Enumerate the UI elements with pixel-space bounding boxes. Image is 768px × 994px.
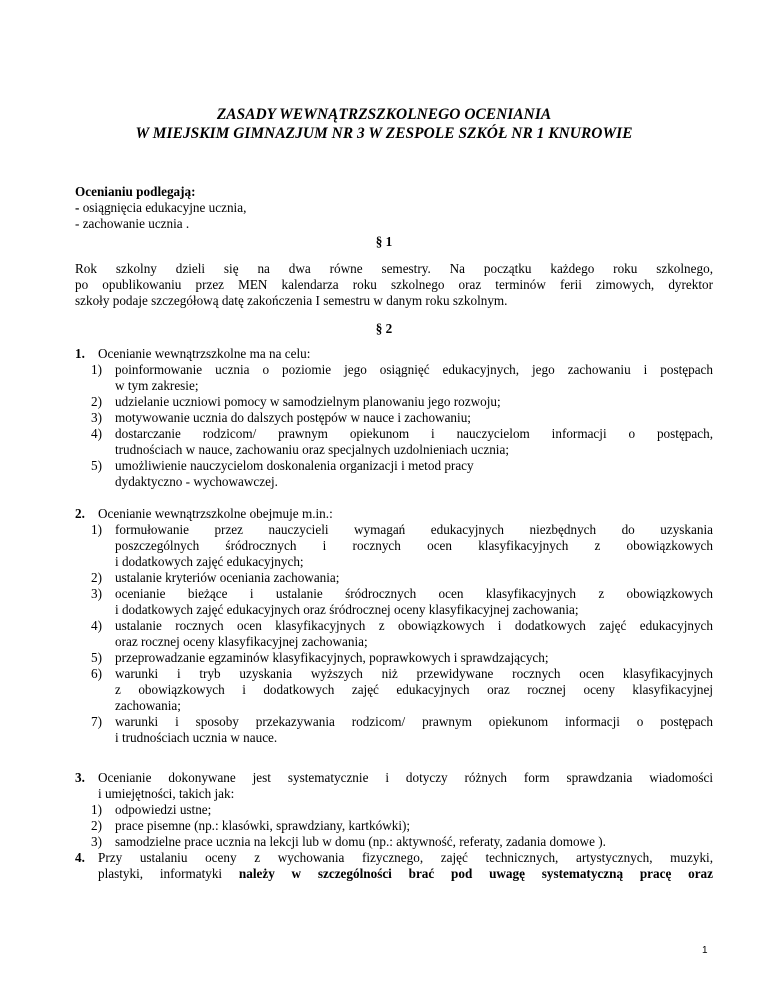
item-line: dostarczanie rodzicom/ prawnym opiekunom i nauczycielom informacji o postępach,	[115, 426, 713, 441]
item-number: 1)	[91, 362, 102, 377]
item-line: warunki i tryb uzyskania wyższych niż przewidywane rocznych ocen klasyfikacyjnych	[115, 666, 713, 681]
point-lead: Ocenianie wewnątrzszkolne ma na celu:	[98, 346, 311, 361]
item-number: 4)	[91, 426, 102, 441]
point-line: Ocenianie dokonywane jest systematycznie i dotyczy różnych form sprawdzania wiadomości	[98, 770, 713, 785]
point-lead: Ocenianie wewnątrzszkolne obejmuje m.in.:	[98, 506, 333, 521]
document-title-line-2: W MIEJSKIM GIMNAZJUM NR 3 W ZESPOLE SZKÓŁ NR 1 KNUROWIE	[135, 125, 633, 142]
document-title-line-1: ZASADY WEWNĄTRZSZKOLNEGO OCENIANIA	[216, 106, 552, 123]
item-number: 3)	[91, 410, 102, 425]
item-line: i dodatkowych zajęć edukacyjnych oraz śródrocznej oceny klasyfikacyjnej zachowania;	[115, 602, 579, 617]
item-line: w tym zakresie;	[115, 378, 199, 393]
intro-heading: Ocenianiu podlegają:	[75, 184, 196, 199]
item-line: udzielanie uczniowi pomocy w samodzielnym planowaniu jego rozwoju;	[115, 394, 501, 409]
item-number: 1)	[91, 802, 102, 817]
item-number: 3)	[91, 586, 102, 601]
item-line: warunki i sposoby przekazywania rodzicom/ prawnym opiekunom informacji o postępach	[115, 714, 713, 729]
point-line: plastyki, informatyki należy w szczególności brać pod uwagę systematyczną pracę oraz	[98, 866, 713, 881]
section-2-label: § 2	[375, 321, 393, 336]
point-number: 2.	[75, 506, 85, 521]
item-line: z obowiązkowych i dodatkowych zajęć edukacyjnych oraz rocznej oceny klasyfikacyjnej	[115, 682, 713, 697]
item-line: i dodatkowych zajęć edukacyjnych;	[115, 554, 304, 569]
item-line: ustalanie kryteriów oceniania zachowania;	[115, 570, 340, 585]
point-number: 4.	[75, 850, 85, 865]
item-line: odpowiedzi ustne;	[115, 802, 212, 817]
item-line: dydaktyczno - wychowawczej.	[115, 474, 278, 489]
section-1-line: po opublikowaniu przez MEN kalendarza roku szkolnego oraz terminów ferii zimowych, dyrektor	[75, 277, 713, 292]
item-line: poszczególnych śródrocznych i rocznych ocen klasyfikacyjnych z obowiązkowych	[115, 538, 713, 553]
item-number: 2)	[91, 570, 102, 585]
item-number: 1)	[91, 522, 102, 537]
item-number: 3)	[91, 834, 102, 849]
item-line: zachowania;	[115, 698, 181, 713]
item-line: przeprowadzanie egzaminów klasyfikacyjnych, poprawkowych i sprawdzających;	[115, 650, 549, 665]
item-number: 6)	[91, 666, 102, 681]
page-number: 1	[702, 945, 708, 956]
item-line: ocenianie bieżące i ustalanie śródrocznych ocen klasyfikacyjnych z obowiązkowych	[115, 586, 713, 601]
item-line: i trudnościach ucznia w nauce.	[115, 730, 278, 745]
item-number: 2)	[91, 818, 102, 833]
item-line: formułowanie przez nauczycieli wymagań edukacyjnych niezbędnych do uzyskania	[115, 522, 713, 537]
item-number: 4)	[91, 618, 102, 633]
section-1-label: § 1	[375, 234, 393, 249]
point-line: Przy ustalaniu oceny z wychowania fizycznego, zajęć technicznych, artystycznych, muzyki,	[98, 850, 713, 865]
item-line: oraz rocznej oceny klasyfikacyjnej zachowania;	[115, 634, 368, 649]
intro-item: - osiągnięcia edukacyjne ucznia,	[75, 200, 247, 215]
item-number: 2)	[91, 394, 102, 409]
section-1-line: Rok szkolny dzieli się na dwa równe semestry. Na początku każdego roku szkolnego,	[75, 261, 713, 276]
item-line: prace pisemne (np.: klasówki, sprawdziany, kartkówki);	[115, 818, 411, 833]
item-line: poinformowanie ucznia o poziomie jego osiągnięć edukacyjnych, jego zachowaniu i postępach	[115, 362, 713, 377]
item-line: trudnościach w nauce, zachowaniu oraz specjalnych uzdolnieniach ucznia;	[115, 442, 509, 457]
point-line: i umiejętności, takich jak:	[98, 786, 235, 801]
item-number: 5)	[91, 650, 102, 665]
item-number: 7)	[91, 714, 102, 729]
section-1-line: szkoły podaje szczegółową datę zakończenia I semestru w danym roku szkolnym.	[75, 293, 508, 308]
item-line: umożliwienie nauczycielom doskonalenia organizacji i metod pracy	[115, 458, 474, 473]
point-number: 3.	[75, 770, 85, 785]
item-line: ustalanie rocznych ocen klasyfikacyjnych z obowiązkowych i dodatkowych zajęć edukacyjnych	[115, 618, 713, 633]
intro-item: - zachowanie ucznia .	[75, 216, 190, 231]
item-number: 5)	[91, 458, 102, 473]
item-line: motywowanie ucznia do dalszych postępów w nauce i zachowaniu;	[115, 410, 471, 425]
point-number: 1.	[75, 346, 85, 361]
item-line: samodzielne prace ucznia na lekcji lub w domu (np.: aktywność, referaty, zadania domowe ).	[115, 834, 606, 849]
